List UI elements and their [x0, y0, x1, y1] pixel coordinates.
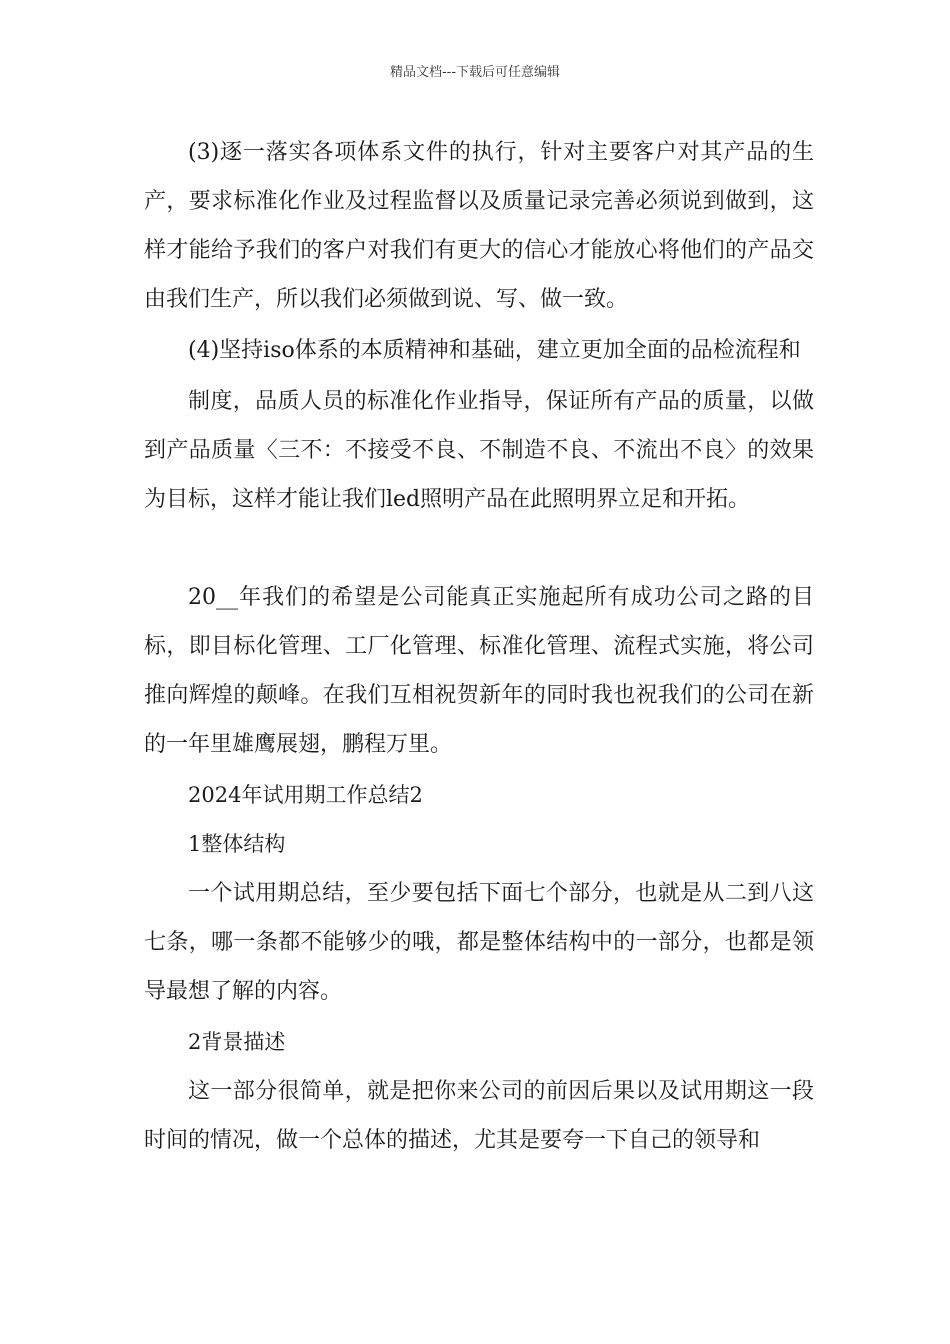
paragraph-item-4: (4)坚持iso体系的本质精神和基础，建立更加全面的品检流程和 — [188, 338, 801, 363]
section-title: 2024年试用期工作总结2 — [188, 783, 423, 807]
paragraph-structure: 一个试用期总结，至少要包括下面七个部分，也就是从二到八这七条，哪一条都不能够少的哦，都是整体结构中的一部分，也都是领导最想了解的内容。 — [144, 881, 814, 1004]
page-header: 精品文档---下载后可任意编辑 — [389, 65, 561, 80]
subheading-structure: 1整体结构 — [188, 832, 286, 856]
paragraph-company-hope: 20__年我们的希望是公司能真正实施起所有成功公司之路的目标，即目标化管理、工厂化管理、标准化管理、流程式实施，将公司推向辉煌的颠峰。在我们互相祝贺新年的同时我也祝我们的公司在新的一年里雄鹰展翅，鹏程万里。 — [144, 585, 814, 757]
subheading-background: 2背景描述 — [188, 1030, 286, 1054]
paragraph-quality-system: 制度，品质人员的标准化作业指导，保证所有产品的质量，以做到产品质量〈三不：不接受不良、不制造不良、不流出不良〉的效果为目标，这样才能让我们led照明产品在此照明界立足和开拓。 — [144, 389, 814, 512]
document-body — [144, 128, 814, 1167]
paragraph-item-3: (3)逐一落实各项体系文件的执行，针对主要客户对其产品的生产，要求标准化作业及过程监督以及质量记录完善必须说到做到，这样才能给予我们的客户对我们有更大的信心才能放心将他们的产品交由我们生产，所以我们必须做到说、写、做一致。 — [144, 140, 814, 312]
paragraph-background: 这一部分很简单，就是把你来公司的前因后果以及试用期这一段时间的情况，做一个总体的描述，尤其是要夸一下自己的领导和 — [144, 1079, 814, 1153]
